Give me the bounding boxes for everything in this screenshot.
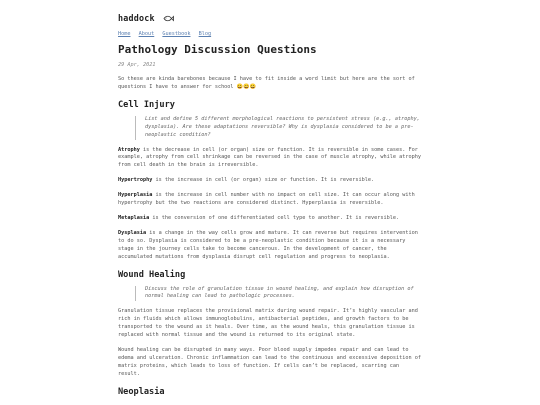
definition-term: Dysplasia — [118, 229, 147, 236]
definition-term: Hypertrophy — [118, 177, 153, 184]
section-heading-cell-injury: Cell Injury — [118, 99, 175, 110]
post-title: Pathology Discussion Questions — [118, 43, 317, 56]
site-name[interactable]: haddock — [118, 13, 155, 23]
definition-text: is the increase in cell (or organ) size or function. It is reversible. — [152, 177, 375, 184]
section-heading-neoplasia: Neoplasia — [118, 386, 165, 397]
post-date: 29 Apr, 2021 — [118, 62, 156, 68]
nav-link-home[interactable]: Home — [118, 31, 131, 37]
definition-paragraph — [118, 192, 422, 208]
definition-paragraph — [118, 230, 422, 262]
definition-term: Hyperplasia — [118, 192, 153, 199]
nav-link-guestbook[interactable]: Guestbook — [162, 31, 191, 37]
section-heading-wound-healing: Wound Healing — [118, 269, 186, 280]
body-paragraph: Wound healing can be disrupted in many ways. Poor blood supply impedes repair and can lead to edema and ulceration. Chronic inflammation can lead to the continuous and excessive deposition of matrix proteins, which leads to loss of function. If cells can’t be replaced, scarring can result. — [118, 346, 421, 377]
definition-text: is the conversion of one differentiated cell type to another. It is reversible. — [149, 214, 400, 221]
fish-icon — [163, 14, 174, 24]
question-quote: Discuss the role of granulation tissue in wound healing, and explain how disruption of normal healing can lead to pathologic processes. — [135, 286, 422, 302]
definition-text: is the decrease in cell (or organ) size or function. It is reversible in some cases. For example, atrophy from cell shrinkage can be reversed in the case of muscle atrophy, while atrophy from cell death in the brain is irreversible. — [118, 146, 421, 169]
definition-paragraph — [118, 215, 422, 223]
site-nav — [118, 31, 422, 37]
body-paragraph: Granulation tissue replaces the provisional matrix during wound repair. It’s highly vascular and rich in fluids which allows immunoglobulins, antibacterial peptides, and growth factors to be transported to the wound as it heals. Over time, as the wound heals, this granulation tissue is replaced with normal tissue and the wound is returned to its original state. — [118, 308, 418, 339]
nav-link-blog[interactable]: Blog — [198, 31, 212, 37]
definition-paragraph — [118, 147, 422, 171]
definition-text: is the increase in cell number with no impact on cell size. It can occur along with hypertrophy but the two reactions are considered distinct. Hyperplasia is reversible. — [118, 192, 415, 207]
question-quote: List and define 5 different morphological reactions to persistent stress (e.g., atrophy, dysplasia). Are these adaptations reversible? Why is dysplasia considered to be a pre-neoplastic condition? — [135, 116, 422, 140]
post-intro: So these are kinda barebones because I have to fit inside a word limit but here are the sort of questions I have to answer for school 😀😀😀 — [118, 76, 415, 90]
site-header — [118, 13, 422, 24]
main-content — [118, 0, 422, 397]
definition-paragraph — [118, 177, 422, 185]
definition-term: Atrophy — [118, 146, 140, 153]
nav-link-about[interactable]: About — [138, 31, 155, 37]
definition-text: is a change in the way cells grow and mature. It can reverse but requires intervention to do so. Dysplasia is considered to be a pre-neoplastic condition because it is a necessary stage in the journey cells take to become cancerous. In the development of cancer, the accumulated mutations from dysplasia disrupt cell regulation and progress to neoplasia. — [118, 229, 418, 260]
definition-term: Metaplasia — [118, 214, 150, 221]
